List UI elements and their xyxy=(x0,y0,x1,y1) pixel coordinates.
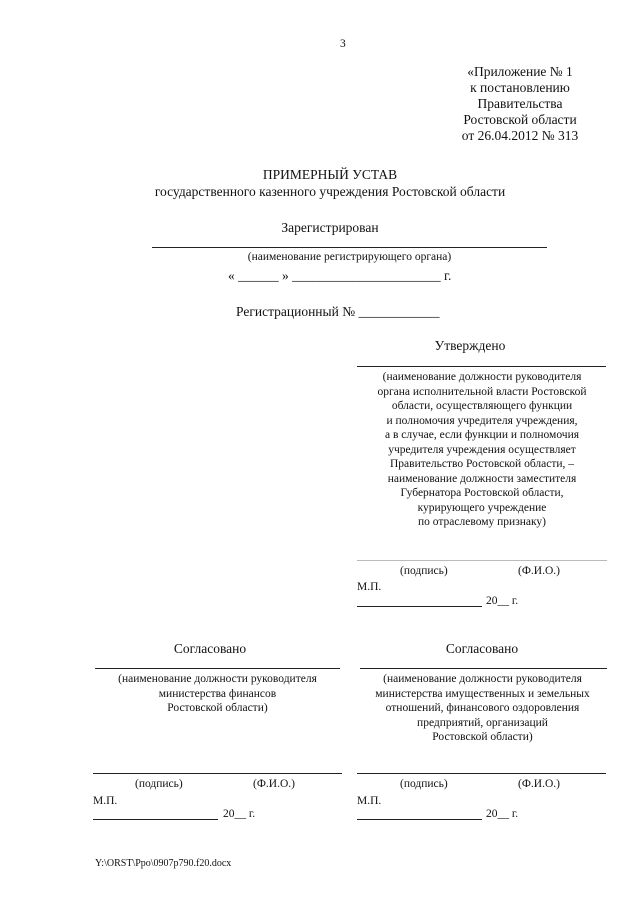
page-number: 3 xyxy=(340,38,346,50)
document-subtitle: государственного казенного учреждения Ростовской области xyxy=(154,184,506,199)
agreed-left-fio-caption: (Ф.И.О.) xyxy=(253,778,295,790)
approved-signature-line xyxy=(357,560,607,561)
approved-caption: (наименование должности руководителя органа исполнительной власти Ростовской области, осуществляющего функции и полномочия учредителя учреждения, а в случае, если функции и полномочия учредителя учреждения осуществляет Правительство Ростовской области, – наименование должности заместителя Губернатора Ростовской области, курирующего учреждение по отраслевому признаку) xyxy=(377,371,587,528)
appendix-line: от 26.04.2012 № 313 xyxy=(461,128,579,143)
agreed-left-date-line xyxy=(93,819,218,820)
approved-label: Утверждено xyxy=(434,338,506,353)
agreed-left-caption: (наименование должности руководителя министерства финансов Ростовской области) xyxy=(118,673,317,714)
agreed-left-year: 20__ г. xyxy=(223,808,256,820)
appendix-block xyxy=(440,64,600,144)
agreed-left-signature-line xyxy=(93,773,342,774)
agreed-right-year: 20__ г. xyxy=(486,808,519,820)
organ-line xyxy=(152,247,547,248)
registration-number: Регистрационный № ____________ xyxy=(236,304,440,319)
agreed-right-stamp: М.П. xyxy=(357,795,382,807)
organ-caption: (наименование регистрирующего органа) xyxy=(247,251,452,263)
footer-file-path: Y:\ORST\Ppo\0907p790.f20.docx xyxy=(95,858,232,869)
agreed-left-position-line xyxy=(95,668,340,669)
document-title: ПРИМЕРНЫЙ УСТАВ xyxy=(262,167,398,182)
approved-fio-caption: (Ф.И.О.) xyxy=(518,565,560,577)
agreed-right-date-line xyxy=(357,819,482,820)
approved-position-line xyxy=(357,366,606,367)
approved-year: 20__ г. xyxy=(486,595,519,607)
agreed-left-stamp: М.П. xyxy=(93,795,118,807)
agreed-right-fio-caption: (Ф.И.О.) xyxy=(518,778,560,790)
appendix-line: Правительства xyxy=(477,96,563,111)
agreed-right-caption: (наименование должности руководителя министерства имущественных и земельных отношений, финансового оздоровления предприятий, организаций Ростовской области) xyxy=(375,673,590,743)
agreed-left-signature-caption: (подпись) xyxy=(135,778,183,790)
approved-signature-caption: (подпись) xyxy=(400,565,448,577)
appendix-line: Ростовской области xyxy=(463,112,577,127)
appendix-line: к постановлению xyxy=(470,80,570,95)
agreed-left-label: Согласовано xyxy=(173,641,247,656)
registered-label: Зарегистрирован xyxy=(281,220,379,235)
agreed-right-label: Согласовано xyxy=(445,641,519,656)
agreed-right-position-line xyxy=(360,668,607,669)
registration-date-line: « ______ » ______________________ г. xyxy=(228,268,452,283)
approved-stamp: М.П. xyxy=(357,581,382,593)
agreed-right-signature-caption: (подпись) xyxy=(400,778,448,790)
appendix-line: «Приложение № 1 xyxy=(467,64,573,79)
agreed-right-signature-line xyxy=(357,773,606,774)
approved-date-line xyxy=(357,606,482,607)
